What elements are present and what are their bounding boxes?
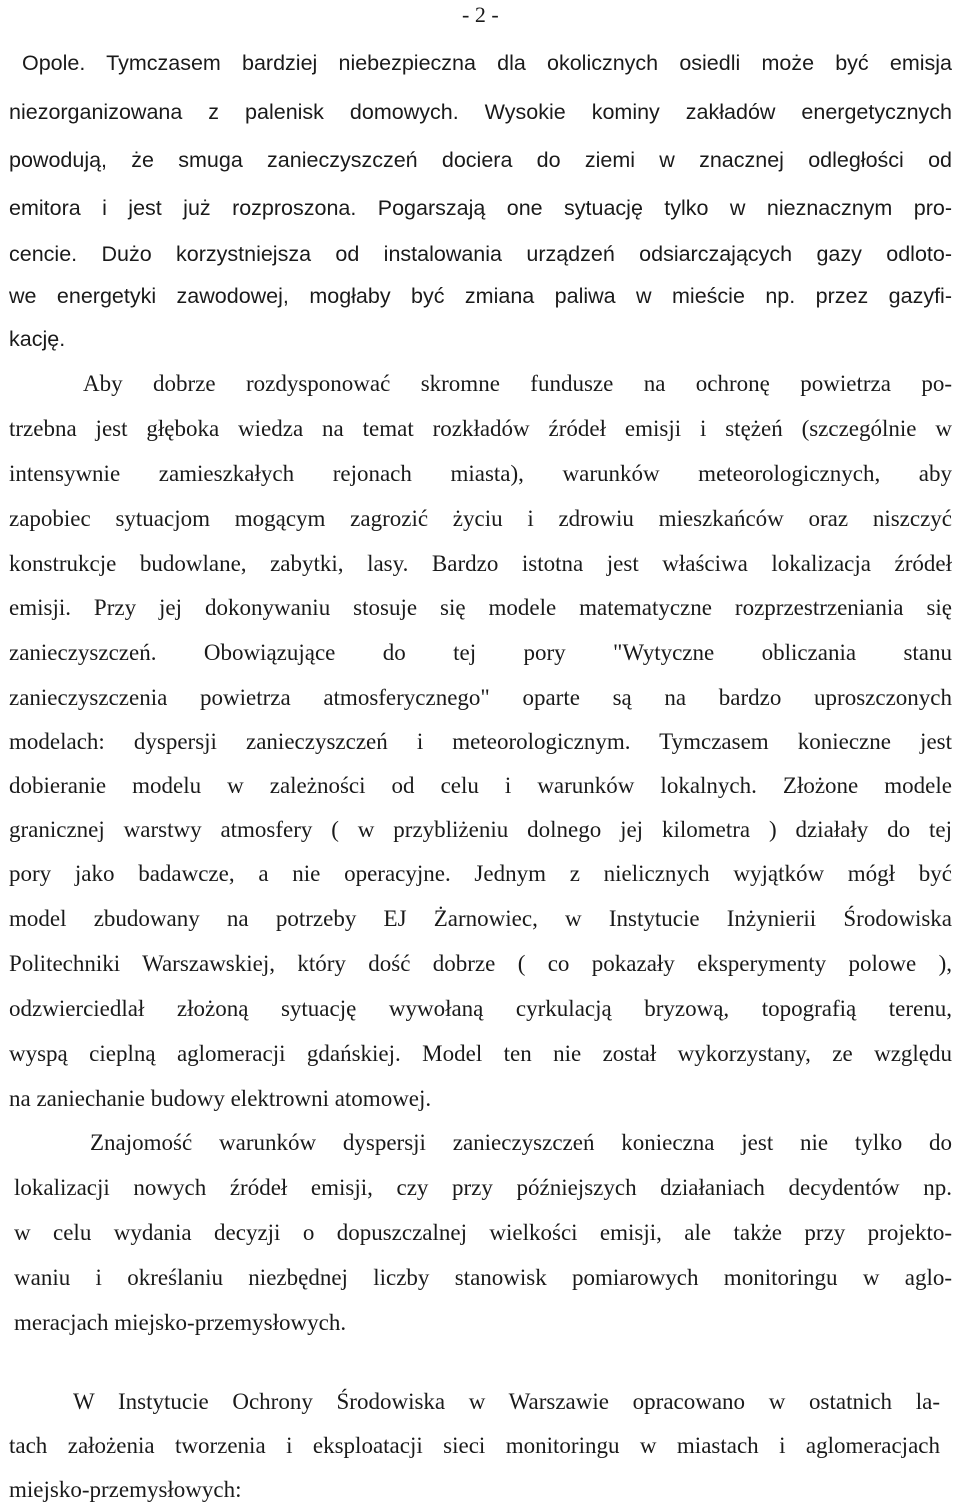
text-line: powodują, że smuga zanieczyszczeń dociera do ziemi w znacznej odległości od [9,148,952,172]
text-line: w celu wydania decyzji o dopuszczalnej wielkości emisji, ale także przy projekto- [14,1220,952,1245]
text-line: Aby dobrze rozdysponować skromne fundusze na ochronę powietrza po- [83,371,952,396]
page-number: - 2 - [462,2,499,27]
text-line: trzebna jest głęboka wiedza na temat rozkładów źródeł emisji i stężeń (szczególnie w [9,416,952,441]
text-line: Znajomość warunków dyspersji zanieczyszczeń konieczna jest nie tylko do [90,1130,952,1155]
text-line: we energetyki zawodowej, mogłaby być zmiana paliwa w mieście np. przez gazyfi- [9,284,952,308]
text-line: modelach: dyspersji zanieczyszczeń i meteorologicznym. Tymczasem konieczne jest [9,729,952,754]
text-line: dobieranie modelu w zależności od celu i warunków lokalnych. Złożone modele [9,773,952,798]
text-line: zanieczyszczenia powietrza atmosferycznego" oparte są na bardzo uproszczonych [9,685,952,710]
text-line: pory jako badawcze, a nie operacyjne. Jednym z nielicznych wyjątków mógł być [9,861,952,886]
text-line: intensywnie zamieszkałych rejonach miasta), warunków meteorologicznych, aby [9,461,952,486]
text-line: cencie. Dużo korzystniejsza od instalowania urządzeń odsiarczających gazy odloto- [9,242,952,266]
text-line: emisji. Przy jej dokonywaniu stosuje się modele matematyczne rozprzestrzeniania się [9,595,952,620]
text-line: niezorganizowana z palenisk domowych. Wysokie kominy zakładów energetycznych [9,100,952,124]
text-line: zapobiec sytuacjom mogącym zagrozić życiu i zdrowiu mieszkańców oraz niszczyć [9,506,952,531]
text-line: wyspą cieplną aglomeracji gdańskiej. Model ten nie został wykorzystany, ze względu [9,1041,952,1066]
text-line: tach założenia tworzenia i eksploatacji sieci monitoringu w miastach i aglomeracjach [9,1433,940,1458]
text-line: Politechniki Warszawskiej, który dość dobrze ( co pokazały eksperymenty polowe ), [9,951,952,976]
text-line: zanieczyszczeń. Obowiązujące do tej pory "Wytyczne obliczania stanu [9,640,952,665]
text-line: meracjach miejsko-przemysłowych. [14,1310,347,1335]
text-line: lokalizacji nowych źródeł emisji, czy przy późniejszych działaniach decydentów np. [14,1175,952,1200]
text-line: model zbudowany na potrzeby EJ Żarnowiec, w Instytucie Inżynierii Środowiska [9,906,952,931]
text-line: W Instytucie Ochrony Środowiska w Warszawie opracowano w ostatnich la- [73,1389,940,1414]
text-line: na zaniechanie budowy elektrowni atomowej. [9,1086,432,1111]
text-line: Opole. Tymczasem bardziej niebezpieczna dla okolicznych osiedli może być emisja [22,51,952,75]
text-line: odzwierciedlał złożoną sytuację wywołaną cyrkulacją bryzową, topografią terenu, [9,996,952,1021]
text-line: kację. [9,327,66,351]
text-line: waniu i określaniu niezbędnej liczby stanowisk pomiarowych monitoringu w aglo- [14,1265,952,1290]
text-line: miejsko-przemysłowych: [9,1477,242,1502]
text-line: emitora i jest już rozproszona. Pogarszają one sytuację tylko w nieznacznym pro- [9,196,952,220]
text-line: konstrukcje budowlane, zabytki, lasy. Bardzo istotna jest właściwa lokalizacja źródeł [9,551,952,576]
text-line: granicznej warstwy atmosfery ( w przybliżeniu dolnego jej kilometra ) działały do tej [9,817,952,842]
